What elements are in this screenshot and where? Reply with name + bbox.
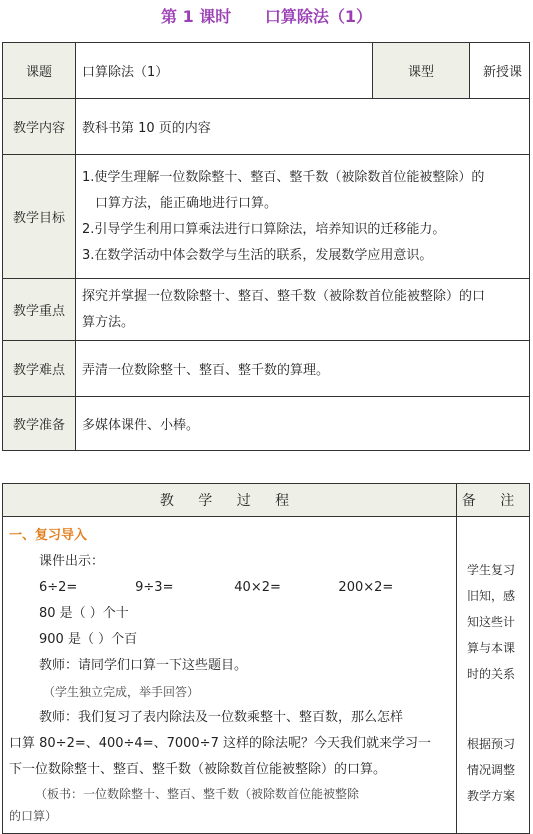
lesson-info-table [2,42,530,451]
type-value: 新授课 [470,43,530,99]
key-label: 教学重点 [3,279,76,341]
goal-line: 1.使学生理解一位数除整十、整百、整千数（被除数首位能被整除）的 [82,169,485,185]
teacher-line-2: 下一位数除整十、整百、整千数（被除数首位能被整除）的口算。 [9,762,387,777]
prep-label: 教学准备 [3,397,76,451]
side-note-line: 学生复习 [467,563,516,577]
goal-list [76,155,530,279]
side-note-line: 算与本课 [467,641,516,655]
key-line: 算方法。 [82,314,135,330]
section-title: 一、复习导入 [9,528,88,543]
question-2: 900 是（ ）个百 [39,632,138,647]
goal-line: 2.引导学生利用口算乘法进行口算除法，培养知识的迁移能力。 [82,221,446,237]
calc-item: 6÷2= [39,580,78,595]
difficult-value: 弄清一位数除整十、整百、整千数的算理。 [76,341,530,397]
teacher-line-1: 教师：请同学们口算一下这些题目。 [39,658,248,673]
board-note: 的口算） [9,809,58,823]
side-note-line: 旧知，感 [467,589,516,603]
content-value: 教科书第 10 页的内容 [76,99,530,155]
notes-header: 备 注 [457,484,530,517]
process-table [2,483,530,834]
key-line: 探究并掌握一位数除整十、整百、整千数（被除数首位能被整除）的口 [82,288,486,304]
question-1: 80 是（ ）个十 [39,606,129,621]
lesson-topic: 口算除法（1） [264,7,372,26]
lesson-number: 第 1 课时 [161,7,232,26]
key-points [76,279,530,341]
goal-label: 教学目标 [3,155,76,279]
course-label: 课题 [3,43,76,99]
calc-item: 40×2= [234,580,281,595]
goal-line: 3.在数学活动中体会数学与生活的联系，发展数学应用意识。 [82,247,433,263]
calc-item: 9÷3= [135,580,174,595]
side-note-1 [457,557,517,687]
notes-column [457,517,530,834]
goal-line: 口算方法，能正确地进行口算。 [95,195,278,211]
side-note-line: 教学方案 [467,789,516,803]
prep-value: 多媒体课件、小棒。 [76,397,530,451]
student-note: （学生独立完成，举手回答） [43,685,200,699]
teacher-line-2: 口算 80÷2=、400÷4=、7000÷7 这样的除法呢？今天我们就来学习一 [9,736,431,751]
content-label: 教学内容 [3,99,76,155]
side-note-line: 知这些计 [467,615,516,629]
process-body [3,517,457,834]
side-note-line: 时的关系 [467,667,516,681]
calc-item: 200×2= [338,580,394,595]
type-label: 课型 [373,43,470,99]
teacher-line-2: 教师：我们复习了表内除法及一位数乘整十、整百数，那么怎样 [39,710,404,725]
side-note-2 [457,731,517,809]
page-title [0,4,533,27]
calc-row [9,575,448,601]
process-header: 教 学 过 程 [3,484,457,517]
course-value: 口算除法（1） [76,43,373,99]
courseware-label: 课件出示： [39,554,105,569]
side-note-line: 情况调整 [467,763,516,777]
board-note: （板书：一位数除整十、整百、整千数（被除数首位能被整除 [35,787,360,801]
difficult-label: 教学难点 [3,341,76,397]
side-note-line: 根据预习 [467,737,516,751]
